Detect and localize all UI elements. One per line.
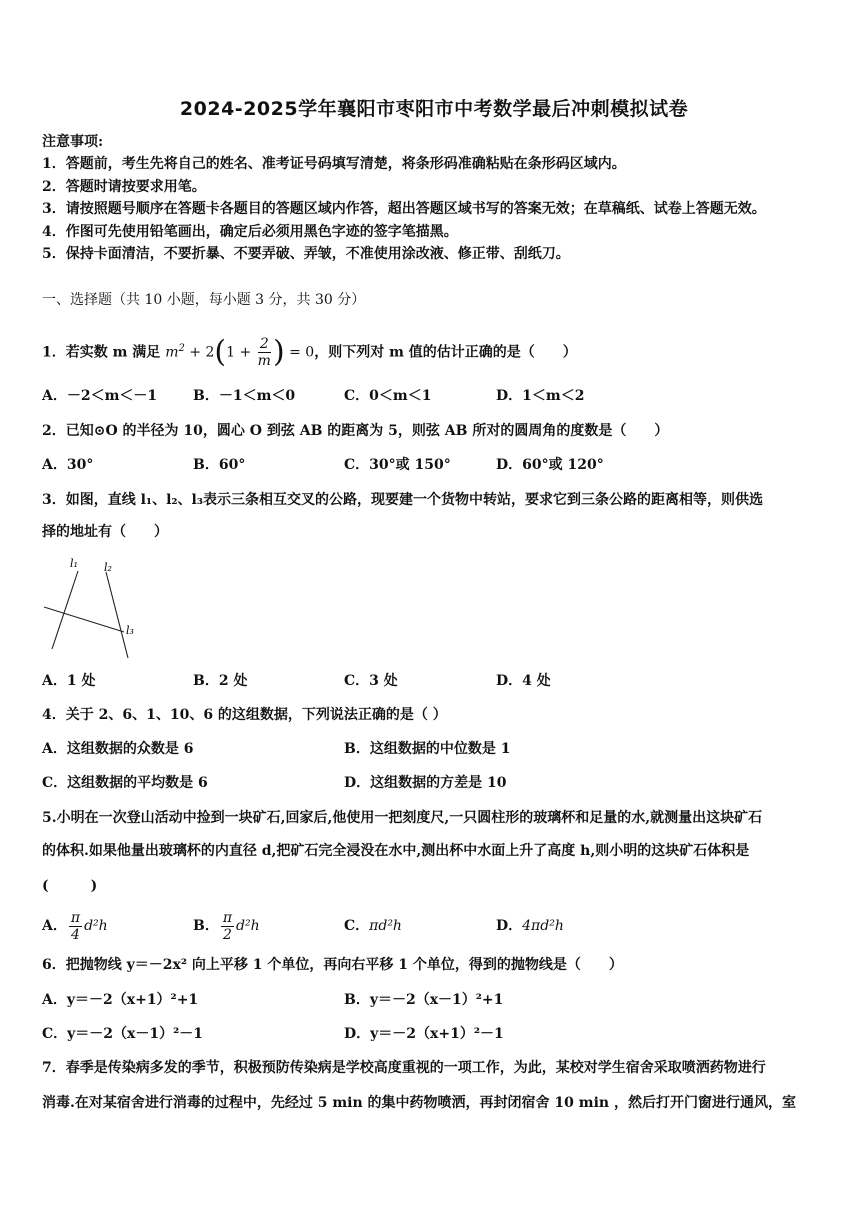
question-5-line: 的体积.如果他量出玻璃杯的内直径 d,把矿石完全浸没在水中,测出杯中水面上升了高度 h,则小明的这块矿石体积是 xyxy=(42,843,750,859)
roads-figure xyxy=(40,555,150,660)
option-a xyxy=(42,908,108,944)
question-3-line: 择的地址有（ ） xyxy=(42,524,168,540)
page-title: 2024-2025学年襄阳市枣阳市中考数学最后冲刺模拟试卷 xyxy=(179,98,689,120)
option-label: A． xyxy=(42,918,67,934)
option-label: D． xyxy=(496,918,523,934)
option-c: C．这组数据的平均数是 6 xyxy=(42,775,208,791)
notice-item: 3．请按照题号顺序在答题卡各题目的答题区域内作答，超出答题区域书写的答案无效；在草稿纸、试卷上答题无效。 xyxy=(42,201,766,217)
equation-fraction xyxy=(258,336,271,369)
question-2: 2．已知⊙O 的半径为 10，圆心 O 到弦 AB 的距离为 5，则弦 AB 所对的圆周角的度数是（ ） xyxy=(42,423,669,439)
option-c: C．30°或 150° xyxy=(344,457,451,473)
right-paren: ) xyxy=(272,334,285,370)
fraction-denominator: m xyxy=(257,353,271,370)
question-5-line: 5.小明在一次登山活动中捡到一块矿石,回家后,他使用一把刻度尺,一只圆柱形的玻璃杯和足量的水,就测量出这块矿石 xyxy=(42,810,763,826)
option-fraction xyxy=(69,910,82,943)
question-7-line: 7．春季是传染病多发的季节，积极预防传染病是学校高度重视的一项工作，为此，某校对学生宿舍采取喷洒药物进行 xyxy=(42,1060,766,1076)
road-line-l2 xyxy=(106,572,128,658)
notice-item: 1．答题前，考生先将自己的姓名、准考证号码填写清楚，将条形码准确粘贴在条形码区域内。 xyxy=(42,156,626,172)
option-label: B． xyxy=(193,918,219,934)
option-c xyxy=(344,916,402,936)
equation-tail: = 0 xyxy=(284,344,315,361)
option-a: A．y＝－2（x+1）²+1 xyxy=(42,992,199,1008)
option-b: B．这组数据的中位数是 1 xyxy=(344,741,511,757)
option-d: D．1＜m＜2 xyxy=(496,388,585,404)
question-3-line: 3．如图，直线 l₁、l₂、l₃表示三条相互交叉的公路，现要建一个货物中转站，要求它到三条公路的距离相等，则供选 xyxy=(42,492,763,508)
option-d: D．y＝－2（x+1）²－1 xyxy=(344,1026,504,1042)
option-a: A．1 处 xyxy=(42,673,96,689)
road-line-l1 xyxy=(52,571,78,649)
option-a: A．这组数据的众数是 6 xyxy=(42,741,194,757)
option-b: B．60° xyxy=(193,457,246,473)
option-expression: πd²h xyxy=(369,918,402,934)
equation-exponent: 2 xyxy=(178,343,185,354)
label-l2: l₂ xyxy=(104,561,112,574)
notice-item: 5．保持卡面清洁，不要折暴、不要弄破、弄皱，不准使用涂改液、修正带、刮纸刀。 xyxy=(42,246,570,262)
option-d: D．这组数据的方差是 10 xyxy=(344,775,507,791)
option-fraction xyxy=(221,910,234,943)
option-b xyxy=(193,908,260,944)
option-c: C．3 处 xyxy=(344,673,398,689)
option-c: C．0＜m＜1 xyxy=(344,388,432,404)
question-4: 4．关于 2、6、1、10、6 的这组数据，下列说法正确的是（ ） xyxy=(42,707,447,723)
left-paren: ( xyxy=(214,334,227,370)
label-l1: l₁ xyxy=(70,557,78,570)
option-d: D．4 处 xyxy=(496,673,551,689)
option-c: C．y＝－2（x－1）²－1 xyxy=(42,1026,203,1042)
question-1-prefix: 1．若实数 m 满足 xyxy=(42,344,161,361)
question-1 xyxy=(42,332,577,370)
road-line-l3 xyxy=(44,607,124,632)
option-d: D．60°或 120° xyxy=(496,457,604,473)
fraction-numerator: π xyxy=(70,909,81,926)
option-label: C． xyxy=(344,918,370,934)
question-7-line: 消毒.在对某宿舍进行消毒的过程中，先经过 5 min 的集中药物喷洒，再封闭宿舍 10 min ，然后打开门窗进行通风，室 xyxy=(42,1095,796,1111)
equation-plus: + 2 xyxy=(184,344,215,361)
fraction-denominator: 2 xyxy=(222,926,232,943)
notice-item: 4．作图可先使用铅笔画出，确定后必须用黑色字迹的签字笔描黑。 xyxy=(42,224,458,240)
option-d xyxy=(496,916,564,936)
option-b: B．2 处 xyxy=(193,673,248,689)
option-a: A．－2＜m＜－1 xyxy=(42,388,158,404)
question-1-suffix: ，则下列对 m 值的估计正确的是（ ） xyxy=(314,344,577,361)
section-heading: 一、选择题（共 10 小题，每小题 3 分，共 30 分） xyxy=(42,292,366,308)
fraction-numerator: 2 xyxy=(258,336,271,353)
question-5-line: ( ) xyxy=(42,878,98,894)
label-l3: l₃ xyxy=(126,624,134,637)
option-expression: 4πd²h xyxy=(522,918,564,934)
option-b: B．y＝－2（x－1）²+1 xyxy=(344,992,504,1008)
notice-item: 2．答题时请按要求用笔。 xyxy=(42,179,206,195)
fraction-numerator: π xyxy=(222,909,233,926)
question-6: 6．把抛物线 y＝－2x² 向上平移 1 个单位，再向右平移 1 个单位，得到的抛物线是（ ） xyxy=(42,957,623,973)
equation-one: 1 + xyxy=(226,344,256,361)
option-b: B．－1＜m＜0 xyxy=(193,388,296,404)
fraction-denominator: 4 xyxy=(71,926,80,943)
option-a: A．30° xyxy=(42,457,94,473)
notice-heading: 注意事项: xyxy=(42,134,104,150)
option-expression: d²h xyxy=(236,918,260,934)
equation-m: m xyxy=(165,344,179,361)
option-expression: d²h xyxy=(84,918,108,934)
